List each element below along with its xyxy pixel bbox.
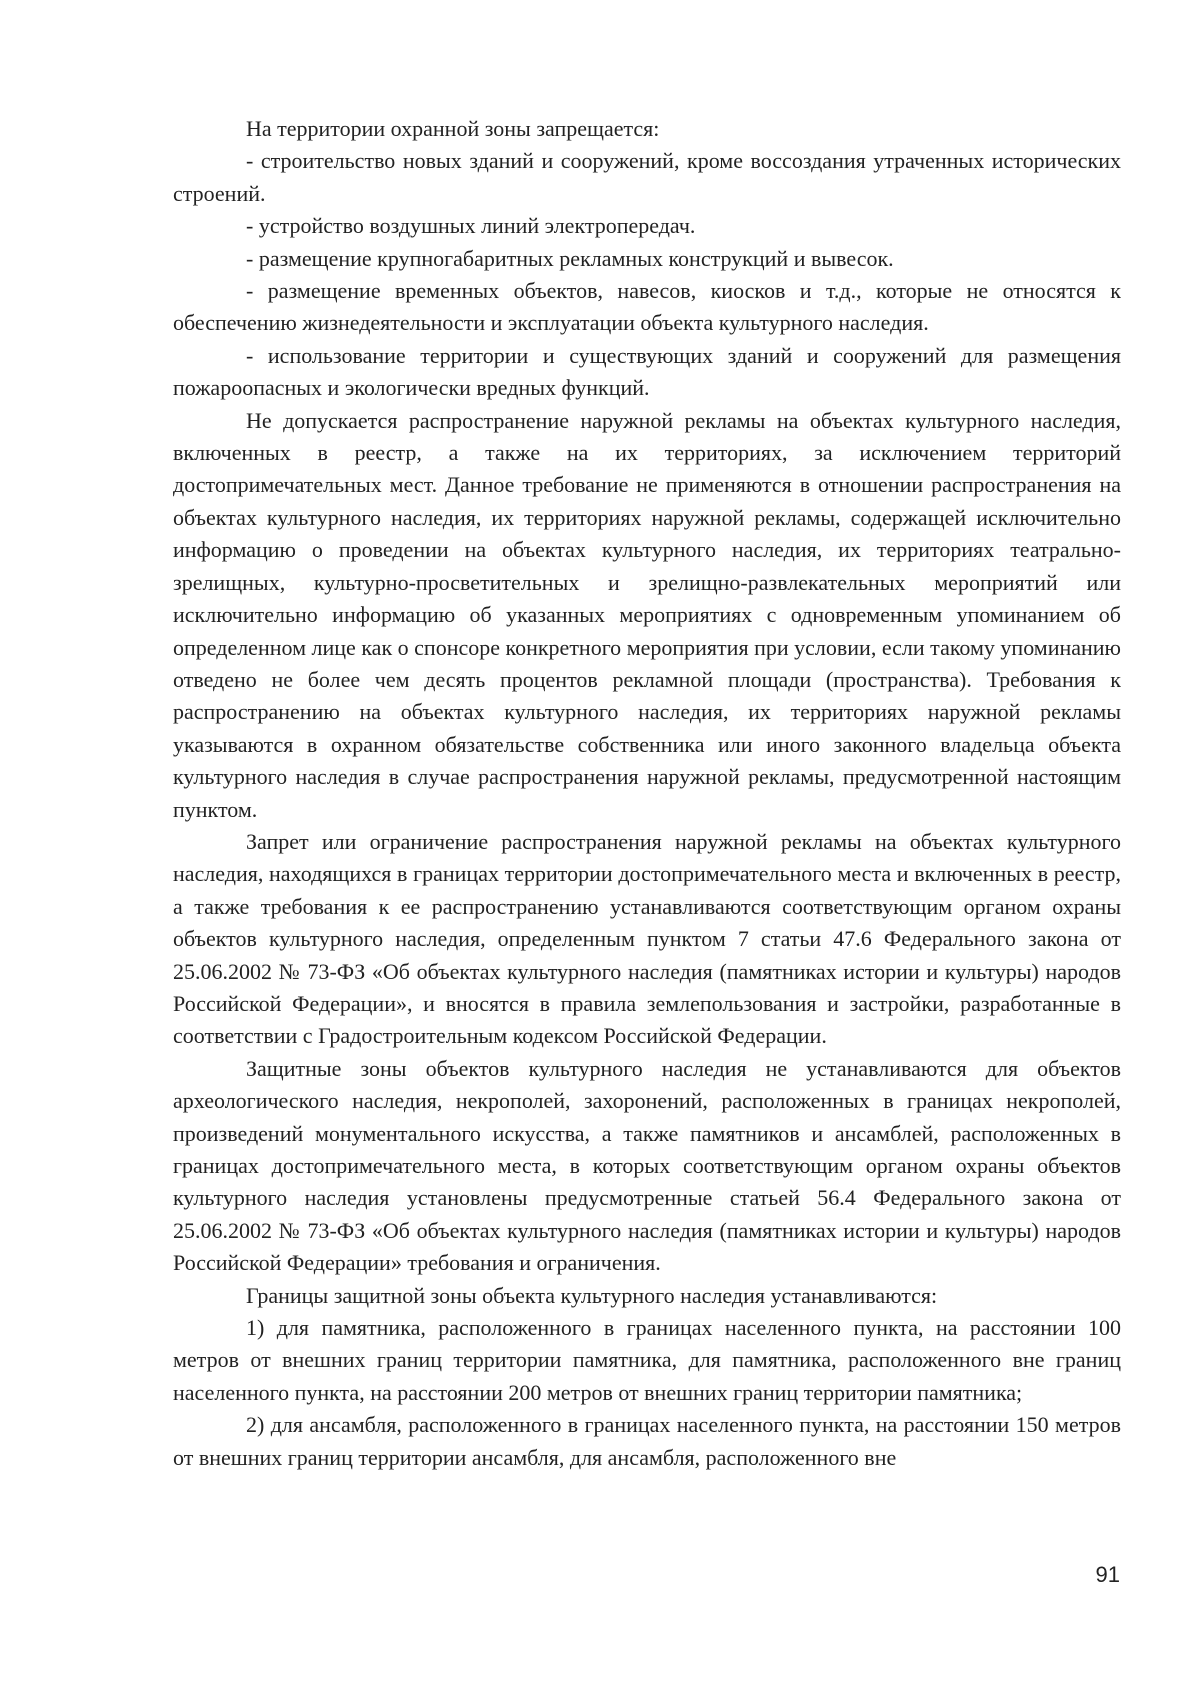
list-item: 1) для памятника, расположенного в границах населенного пункта, на расстоянии 100 метров от внешних границ территории памятника, для памятника, расположенного вне границ населенного пункта, на расстоянии 200 метров от внешних границ территории памятника;	[173, 1315, 1121, 1405]
paragraph: Не допускается распространение наружной рекламы на объектах культурного наследия, включенных в реестр, а также на их территориях, за исключением территорий достопримечательных мест. Данное требование не применяются в отношении распространения на объектах культурного наследия, их территориях наружной рекламы, содержащей исключительно информацию о проведении на объектах культурного наследия, их территориях театрально-зрелищных, культурно-просветительных и зрелищно-развлекательных мероприятий или исключительно информацию об указанных мероприятиях с одновременным упоминанием об определенном лице как о спонсоре конкретного мероприятия при условии, если такому упоминанию отведено не более чем десять процентов рекламной площади (пространства). Требования к распространению на объектах культурного наследия, их территориях наружной рекламы указываются в охранном обязательстве собственника или иного законного владельца объекта культурного наследия в случае распространения наружной рекламы, предусмотренной настоящим пунктом.	[173, 407, 1121, 822]
list-item: - использование территории и существующих зданий и сооружений для размещения пожароопасных и экологически вредных функций.	[173, 342, 1121, 401]
list-item: - строительство новых зданий и сооружений, кроме воссоздания утраченных исторических строений.	[173, 148, 1121, 206]
paragraph: Границы защитной зоны объекта культурного наследия устанавливаются:	[246, 1282, 938, 1308]
page-number: 91	[1095, 1562, 1120, 1587]
paragraph: На территории охранной зоны запрещается:	[246, 116, 660, 141]
list-item: - размещение временных объектов, навесов, киосков и т.д., которые не относятся к обеспечению жизнедеятельности и эксплуатации объекта культурного наследия.	[173, 278, 1121, 336]
paragraph: Защитные зоны объектов культурного наследия не устанавливаются для объектов археологического наследия, некрополей, захоронений, расположенных в границах некрополей, произведений монументального искусства, а также памятников и ансамблей, расположенных в границах достопримечательного места, в которых соответствующим органом охраны объектов культурного наследия установлены предусмотренные статьей 56.4 Федерального закона от 25.06.2002 № 73-ФЗ «Об объектах культурного наследия (памятниках истории и культуры) народов Российской Федерации» требования и ограничения.	[173, 1055, 1121, 1276]
paragraph: Запрет или ограничение распространения наружной рекламы на объектах культурного наследия, находящихся в границах территории достопримечательного места и включенных в реестр, а также требования к ее распространению устанавливаются соответствующим органом охраны объектов культурного наследия, определенным пунктом 7 статьи 47.6 Федерального закона от 25.06.2002 № 73-ФЗ «Об объектах культурного наследия (памятниках истории и культуры) народов Российской Федерации», и вносятся в правила землепользования и застройки, разработанные в соответствии с Градостроительным кодексом Российской Федерации.	[173, 828, 1121, 1049]
document-body	[173, 113, 1121, 1474]
list-item: 2) для ансамбля, расположенного в границах населенного пункта, на расстоянии 150 метров от внешних границ территории ансамбля, для ансамбля, расположенного вне	[173, 1412, 1121, 1470]
list-item: - устройство воздушных линий электропередач.	[246, 213, 696, 239]
list-item: - размещение крупногабаритных рекламных конструкций и вывесок.	[246, 245, 894, 271]
